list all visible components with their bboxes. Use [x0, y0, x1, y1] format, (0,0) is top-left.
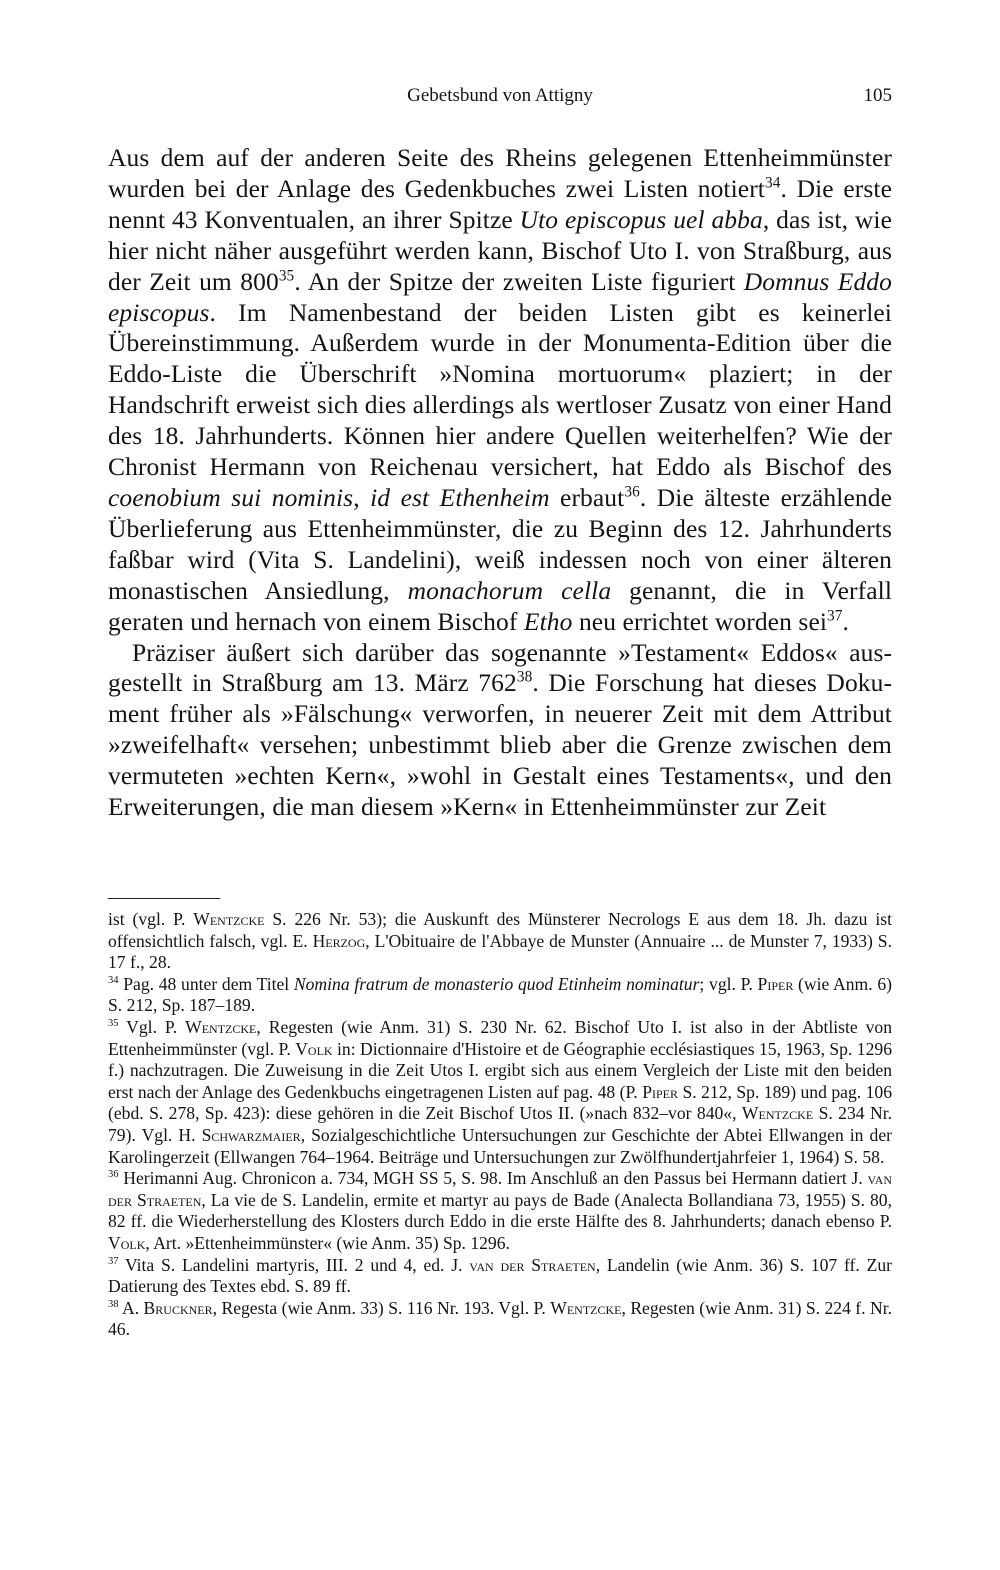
- text-run: . Die Forschung hat dieses Dokument früher als »Fälschung« verworfen, in neuerer Zeit mit dem Attribut »zweifelhaft« versehen; unbestimmt blieb aber die Grenze zwischen dem vermuteten »echten Kern«, »wohl in Gestalt eines Testaments«, und den Erweiterungen, die man diesem »Kern« in Ettenheimmünster zur Zeit: [108, 668, 892, 822]
- text-run: , Regesta (wie Anm. 33) S. 116 Nr. 193. Vgl. P.: [212, 1297, 551, 1318]
- author-name: Schwarzmaier: [201, 1124, 301, 1145]
- author-name: Bruckner: [143, 1297, 213, 1318]
- author-name: Volk: [108, 1232, 146, 1253]
- footnotes: [108, 909, 892, 1341]
- footnote-separator: [108, 898, 220, 899]
- text-run: . Im Namenbestand der beiden Listen gibt es keinerlei Übereinstimmung. Außerdem wurde in der Monumenta-Edition über die Eddo-Liste die Überschrift »Nomina mortuorum« plaziert; in der Handschrift erweist sich dies allerdings als wertloser Zusatz von einer Hand des 18. Jahrhunderts. Können hier andere Quellen weiterhelfen? Wie der Chronist Hermann von Reichenau versichert, hat Eddo als Bischof des: [108, 297, 892, 482]
- latin-quote: coenobium sui nominis: [108, 482, 354, 512]
- footnote-38: [108, 1298, 892, 1341]
- footnote-37: [108, 1255, 892, 1298]
- text-run: A.: [118, 1297, 144, 1318]
- author-name: Volk: [295, 1038, 333, 1059]
- page-number: 105: [863, 85, 892, 106]
- footnote-number: 35: [108, 1018, 119, 1030]
- text-run: Vita S. Landelini martyris, III. 2 und 4, ed. J.: [118, 1254, 470, 1275]
- footnote-ref-34: 34: [765, 174, 781, 192]
- paragraph-1: [108, 143, 892, 638]
- footnote-number: 38: [108, 1298, 119, 1310]
- text-run: . Die älteste erzählende Überlieferung aus Ettenheimmünster, die zu Beginn des 12. Jahrhunderts faßbar wird (Vita S. Landelini), weiß indessen noch von einer älteren monastischen Ansiedlung,: [108, 482, 892, 605]
- latin-quote: Domnus Eddo episcopus: [108, 266, 892, 327]
- text-run: ,: [353, 482, 371, 512]
- footnote-34: [108, 974, 892, 1017]
- text-run: Pag. 48 unter dem Titel: [118, 973, 294, 994]
- text-run: erbaut: [549, 482, 625, 512]
- footnote-ref-35: 35: [278, 267, 295, 285]
- footnote-number: 34: [108, 974, 119, 986]
- text-run: S. 212, Sp. 189) und pag. 106 (ebd. S. 278, Sp. 423): diese gehören in die Zeit Bischof Utos II. (»nach 832–vor 840«,: [108, 1081, 893, 1124]
- running-title: Gebetsbund von Attigny: [407, 85, 593, 106]
- footnote-number: 36: [108, 1169, 119, 1181]
- text-run: genannt, die in Verfall geraten und hernach von einem Bischof: [108, 575, 893, 636]
- footnote-number: 37: [108, 1255, 119, 1267]
- author-name: Herzog: [312, 930, 366, 951]
- text-run: , das ist, wie hier nicht näher ausgeführt werden kann, Bischof Uto I. von Straßburg, aus der Zeit um 800: [108, 204, 892, 296]
- text-run: S. 234 Nr. 79). Vgl. H.: [108, 1103, 892, 1145]
- text-run: , La vie de S. Landelin, ermite et martyr au pays de Bade (Analecta Bollandiana 73, 1955) S. 80, 82 ff. die Wiederherstellung des Klosters durch Eddo in die erste Hälfte des 8. Jahrhunderts; danach ebenso P.: [108, 1189, 892, 1232]
- latin-quote: Nomina fratrum de monasterio quod Etinheim nominatur: [293, 973, 700, 994]
- footnote-continuation: [108, 909, 892, 974]
- text-run: , L'Obituaire de l'Abbaye de Munster (Annuaire ... de Munster 7, 1933) S. 17 f., 28.: [108, 930, 892, 973]
- footnote-ref-37: 37: [827, 607, 843, 625]
- author-name: Wentzcke: [193, 909, 265, 929]
- author-name: van der Straeten: [469, 1254, 596, 1275]
- text-run: in: Dictionnaire d'Histoire et de Géographie ecclésiastiques 15, 1963, Sp. 1296 f.) nachzutragen. Die Zuweisung in die Zeit Utos I. ergibt sich aus einem Vergleich der Liste mit den beiden erst nach der Anlage des Gedenkbuchs eingetragenen Listen auf pag. 48 (P.: [108, 1038, 892, 1102]
- text-run: ist (vgl. P.: [108, 909, 194, 929]
- footnote-ref-36: 36: [624, 483, 640, 501]
- main-text: [108, 143, 892, 823]
- footnote-35: [108, 1017, 892, 1168]
- text-run: , Regesten (wie Anm. 31) S. 224 f. Nr. 46.: [108, 1297, 892, 1340]
- author-name: Wentzcke: [550, 1297, 622, 1318]
- author-name: Piper: [642, 1081, 679, 1102]
- text-run: Vgl. P.: [118, 1016, 186, 1037]
- author-name: Wentzcke: [185, 1016, 257, 1037]
- text-run: ; vgl. P.: [699, 973, 758, 994]
- text-run: Herimanni Aug. Chronicon a. 734, MGH SS 5, S. 98. Im Anschluß an den Passus bei Hermann datiert J.: [118, 1168, 868, 1189]
- paragraph-2: [108, 638, 892, 823]
- text-run: , Landelin (wie Anm. 36) S. 107 ff. Zur Datierung des Textes ebd. S. 89 ff.: [108, 1254, 892, 1297]
- text-run: (wie Anm. 6) S. 212, Sp. 187–189.: [108, 973, 892, 1016]
- text-run: . Die erste nennt 43 Konventualen, an ihrer Spitze: [108, 173, 892, 234]
- latin-quote: Etho: [523, 606, 573, 636]
- latin-quote: monachorum cella: [407, 575, 612, 605]
- text-run: Aus dem auf der anderen Seite des Rheins gelegenen Ettenheimmünster wurden bei der Anlage des Gedenkbuches zwei Listen notiert: [108, 143, 892, 203]
- text-run: , Art. »Ettenheimmünster« (wie Anm. 35) Sp. 1296.: [145, 1232, 510, 1253]
- footnote-36: [108, 1168, 892, 1254]
- text-run: neu errichtet worden sei: [572, 606, 828, 636]
- text-run: .: [842, 606, 850, 636]
- author-name: van der Straeten: [108, 1168, 892, 1210]
- latin-quote: id est Ethenheim: [370, 482, 550, 512]
- author-name: Wentzcke: [741, 1103, 814, 1124]
- text-run: . An der Spitze der zweiten Liste figuriert: [294, 266, 744, 296]
- latin-quote: Uto episcopus uel abba: [519, 204, 763, 234]
- author-name: Piper: [757, 973, 794, 994]
- text-run: , Sozialgeschichtliche Untersuchungen zur Geschichte der Abtei Ellwangen in der Karolingerzeit (Ellwangen 764–1964. Beiträge und Untersuchungen zur Zwölfhundertjahrfeier 1, 1964) S. 58.: [108, 1124, 892, 1167]
- text-run: Präziser äußert sich darüber das sogenannte »Testament« Eddos« ausgestellt in Straßburg am 13. März 762: [108, 637, 892, 698]
- text-run: S. 226 Nr. 53); die Auskunft des Münsterer Necrologs E aus dem 18. Jh. dazu ist offensichtlich falsch, vgl. E.: [108, 909, 892, 951]
- running-header: [108, 85, 892, 115]
- text-run: , Regesten (wie Anm. 31) S. 230 Nr. 62. Bischof Uto I. ist also in der Abtliste von Ettenheimmünster (vgl. P.: [108, 1016, 892, 1059]
- footnote-ref-38: 38: [516, 668, 533, 686]
